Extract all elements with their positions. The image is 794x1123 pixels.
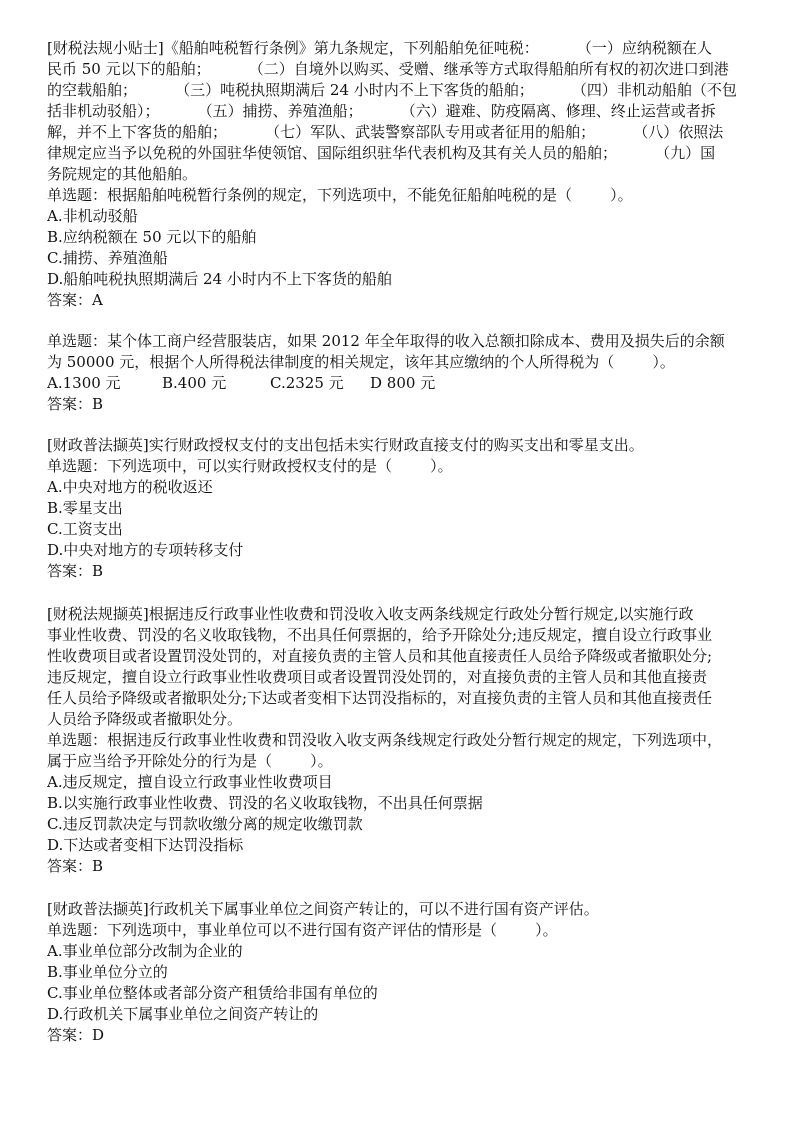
option-c: C.捕捞、养殖渔船 [47, 249, 168, 267]
intro-line: [财税法规撷英]根据违反行政事业性收费和罚没收入收支两条线规定行政处分暂行规定,以实施行政 [47, 605, 694, 623]
intro-line: 务院规定的其他船舶。 [47, 165, 198, 183]
question-text: 为 50000 元，根据个人所得税法律制度的相关规定，该年其应缴纳的个人所得税为（ ）。 [47, 353, 675, 371]
question-block-1 [47, 38, 759, 311]
option-b: B.以实施行政事业性收费、罚没的名义收取钱物，不出具任何票据 [47, 794, 483, 812]
intro-line: 性收费项目或者设置罚没处罚的，对直接负责的主管人员和其他直接责任人员给予降级或者撤职处分; [47, 647, 713, 665]
question-block-3 [47, 435, 759, 582]
question-text: 单选题：下列选项中，可以实行财政授权支付的是（ ）。 [47, 457, 453, 475]
intro-line: 人员给予降级或者撤职处分。 [47, 710, 243, 728]
intro-line: 违反规定，擅自设立行政事业性收费项目或者设置罚没处罚的，对直接负责的主管人员和其他直接责 [47, 668, 708, 686]
answer-text: 答案：B [47, 395, 104, 413]
option-c: C.违反罚款决定与罚款收缴分离的规定收缴罚款 [47, 815, 363, 833]
option-a: A.1300 元 [47, 374, 121, 392]
option-a: A.违反规定，擅自设立行政事业性收费项目 [47, 773, 333, 791]
option-a: A.中央对地方的税收返还 [47, 478, 213, 496]
answer-text: 答案：B [47, 857, 104, 875]
intro-line: 任人员给予降级或者撤职处分;下达或者变相下达罚没指标的，对直接负责的主管人员和其他直接责任 [47, 689, 713, 707]
intro-line: [财税法规小贴士]《船舶吨税暂行条例》第九条规定，下列船舶免征吨税： （一）应纳税额在人 [47, 39, 712, 57]
option-b: B.应纳税额在 50 元以下的船舶 [47, 228, 257, 246]
option-b: B.事业单位分立的 [47, 963, 168, 981]
question-text: 属于应当给予开除处分的行为是（ ）。 [47, 752, 333, 770]
answer-text: 答案：A [47, 291, 103, 309]
intro-line: [财政普法撷英]实行财政授权支付的支出包括未实行财政直接支付的购买支出和零星支出。 [47, 436, 644, 454]
option-a: A.事业单位部分改制为企业的 [47, 942, 243, 960]
document-page [47, 38, 759, 1066]
option-a: A.非机动驳船 [47, 207, 138, 225]
question-block-4 [47, 604, 759, 877]
option-d: D.下达或者变相下达罚没指标 [47, 836, 244, 854]
answer-text: 答案：B [47, 562, 104, 580]
intro-line: 解，并不上下客货的船舶； （七）军队、武装警察部队专用或者征用的船舶； （八）依照法 [47, 123, 724, 141]
question-text: 单选题：某个体工商户经营服装店，如果 2012 年全年取得的收入总额扣除成本、费用及损失后的余额 [47, 332, 725, 350]
option-c: C.2325 元 [270, 374, 344, 392]
intro-line: 事业性收费、罚没的名义收取钱物，不出具任何票据的，给予开除处分;违反规定，擅自设立行政事业 [47, 626, 713, 644]
question-text: 单选题：下列选项中，事业单位可以不进行国有资产评估的情形是（ ）。 [47, 921, 558, 939]
question-text: 单选题：根据船舶吨税暂行条例的规定，下列选项中，不能免征船舶吨税的是（ ）。 [47, 186, 633, 204]
intro-line: 民币 50 元以下的船舶； （二）自境外以购买、受赠、继承等方式取得船舶所有权的初次进口到港 [47, 60, 729, 78]
question-block-2 [47, 331, 759, 415]
option-d: D 800 元 [370, 374, 436, 392]
intro-line: 括非机动驳船）； （五）捕捞、养殖渔船； （六）避难、防疫隔离、修理、终止运营或者拆 [47, 102, 716, 120]
answer-text: 答案：D [47, 1026, 105, 1044]
intro-line: 律规定应当予以免税的外国驻华使领馆、国际组织驻华代表机构及其有关人员的船舶； （九）国 [47, 144, 716, 162]
question-text: 单选题：根据违反行政事业性收费和罚没收入收支两条线规定行政处分暂行规定的规定，下列选项中， [47, 731, 723, 749]
option-b: B.零星支出 [47, 499, 123, 517]
intro-line: 的空载船舶； （三）吨税执照期满后 24 小时内不上下客货的船舶； （四）非机动船舶（不包 [47, 81, 737, 99]
option-c: C.事业单位整体或者部分资产租赁给非国有单位的 [47, 984, 378, 1002]
option-d: D.船舶吨税执照期满后 24 小时内不上下客货的船舶 [47, 270, 392, 288]
question-block-5 [47, 899, 759, 1046]
option-d: D.行政机关下属事业单位之间资产转让的 [47, 1005, 319, 1023]
option-c: C.工资支出 [47, 520, 123, 538]
option-d: D.中央对地方的专项转移支付 [47, 541, 244, 559]
options-row [47, 373, 759, 394]
intro-line: [财政普法撷英]行政机关下属事业单位之间资产转让的，可以不进行国有资产评估。 [47, 900, 599, 918]
option-b: B.400 元 [162, 374, 227, 392]
